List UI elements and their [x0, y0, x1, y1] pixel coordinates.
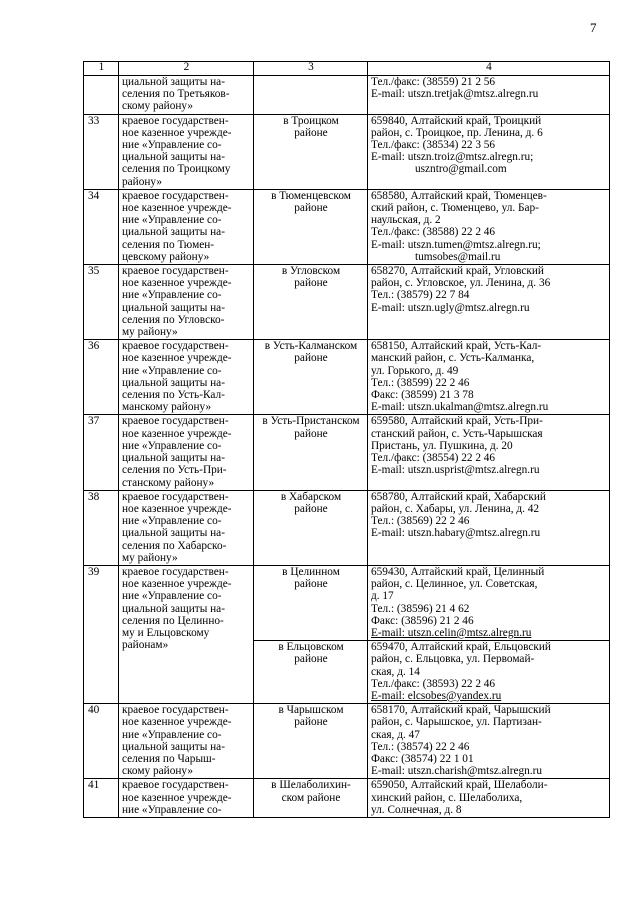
organization-name [119, 340, 254, 415]
contact-line: Тел.: (38569) 22 2 46 [371, 515, 470, 528]
contact-line: Тел./факс: (38534) 22 3 56 [371, 139, 496, 152]
header-col-3: 3 [254, 62, 368, 76]
contact-line: район, с. Троицкое, пр. Ленина, д. 6 [371, 126, 543, 139]
contact-line: Факс: (38574) 22 1 01 [371, 752, 474, 765]
text-line: в Тюменцевском [271, 189, 351, 202]
contact-line: Пристань, ул. Пушкина, д. 20 [371, 439, 513, 452]
contact-line: район, с. Угловское, ул. Ленина, д. 36 [371, 277, 551, 290]
contact-line: хинский район, с. Шелаболиха, [371, 791, 523, 804]
organization-name [119, 265, 254, 340]
contact-line: Тел./факс: (38588) 22 2 46 [371, 226, 496, 239]
social-protection-table [83, 61, 610, 818]
table-body [84, 76, 610, 818]
row-number: 41 [84, 779, 119, 818]
text-line: ное казенное учрежде- [122, 502, 232, 515]
contact-line: 659840, Алтайский край, Троицкий [371, 114, 542, 127]
contact-line: 659050, Алтайский край, Шелаболи- [371, 779, 548, 792]
contact-info [368, 641, 610, 704]
contact-line: Тел.: (38599) 22 2 46 [371, 376, 470, 389]
locality [254, 565, 368, 640]
text-line: ное казенное учрежде- [122, 427, 232, 440]
row-number: 34 [84, 189, 119, 264]
contact-line: E-mail: utszn.tretjak@mtsz.alregn.ru [371, 88, 539, 101]
text-line: районе [294, 716, 328, 729]
locality [254, 265, 368, 340]
text-line: ное казенное учрежде- [122, 202, 232, 215]
contact-info [368, 265, 610, 340]
contact-line: д. 17 [371, 590, 394, 603]
table-row [84, 415, 610, 490]
text-line: селения по Чарыш- [122, 752, 216, 765]
table-row [84, 189, 610, 264]
text-line: селения по Целинно- [122, 614, 224, 627]
organization-name [119, 189, 254, 264]
row-number: 40 [84, 704, 119, 779]
text-line: циальной защиты на- [122, 740, 225, 753]
locality [254, 415, 368, 490]
text-line: ние «Управление со- [122, 289, 222, 302]
organization-name [119, 490, 254, 565]
locality [254, 189, 368, 264]
locality [254, 114, 368, 189]
contact-line: Тел./факс: (38593) 22 2 46 [371, 677, 496, 690]
text-line: ное казенное учрежде- [122, 126, 232, 139]
text-line: циальной защиты на- [122, 376, 225, 389]
contact-line: район, с. Хабары, ул. Ленина, д. 42 [371, 502, 540, 515]
text-line: селения по Угловско- [122, 313, 225, 326]
contact-line: E-mail: utszn.usprist@mtsz.alregn.ru [371, 464, 540, 477]
text-line: району» [122, 175, 162, 188]
contact-line: манский район, с. Усть-Калманка, [371, 352, 535, 365]
text-line: ние «Управление со- [122, 515, 222, 528]
contact-info [368, 114, 610, 189]
text-line: селения по Усть-Кал- [122, 389, 225, 402]
text-line: в Усть-Калманском [264, 340, 358, 353]
row-number: 33 [84, 114, 119, 189]
contact-info [368, 704, 610, 779]
contact-line: E-mail: utszn.tumen@mtsz.alregn.ru; [371, 238, 541, 251]
locality [254, 704, 368, 779]
header-col-2: 2 [119, 62, 254, 76]
contact-line: район, с. Целинное, ул. Советская, [371, 578, 538, 591]
contact-info [368, 490, 610, 565]
table-header [84, 62, 610, 76]
header-col-1: 1 [84, 62, 119, 76]
contact-info [368, 76, 610, 115]
organization-name [119, 415, 254, 490]
text-line: районе [294, 277, 328, 290]
contact-line: Факс: (38596) 21 2 46 [371, 614, 474, 627]
text-line: в Ельцовском [278, 641, 344, 654]
text-line: циальной защиты на- [122, 301, 225, 314]
contact-line: наульская, д. 2 [371, 214, 441, 227]
locality [254, 340, 368, 415]
text-line: му району» [122, 551, 178, 564]
table-row [84, 490, 610, 565]
text-line: в Шелаболихин- [271, 779, 351, 792]
contact-info [368, 415, 610, 490]
text-line: краевое государствен- [122, 340, 229, 353]
text-line: краевое государствен- [122, 565, 229, 578]
text-line: ние «Управление со- [122, 439, 222, 452]
contact-line: станский район, с. Усть-Чарышская [371, 427, 543, 440]
contact-line: Тел./факс: (38554) 22 2 46 [371, 452, 496, 465]
contact-line: uszntro@gmail.com [415, 163, 507, 176]
organization-name [119, 779, 254, 818]
contact-line: ская, д. 14 [371, 665, 420, 678]
contact-line: ул. Солнечная, д. 8 [371, 803, 462, 816]
contact-line: ский район, с. Тюменцево, ул. Бар- [371, 202, 539, 215]
contact-info [368, 340, 610, 415]
contact-line: tumsobes@mail.ru [415, 250, 501, 263]
text-line: краевое государствен- [122, 490, 229, 503]
contact-line: Факс: (38599) 21 3 78 [371, 389, 474, 402]
row-number: 35 [84, 265, 119, 340]
table-row [84, 114, 610, 189]
table-row [84, 779, 610, 818]
contact-info [368, 189, 610, 264]
locality [254, 490, 368, 565]
text-line: ное казенное учрежде- [122, 791, 232, 804]
table-row-39a [84, 565, 610, 640]
text-line: ное казенное учрежде- [122, 578, 232, 591]
contact-line: ская, д. 47 [371, 728, 420, 741]
text-line: ние «Управление со- [122, 364, 222, 377]
text-line: цевскому району» [122, 250, 210, 263]
organization-name [119, 114, 254, 189]
table-row [84, 704, 610, 779]
contact-line: 658170, Алтайский край, Чарышский [371, 704, 551, 717]
text-line: ние «Управление со- [122, 139, 222, 152]
text-line: краевое государствен- [122, 265, 229, 278]
text-line: ние «Управление со- [122, 803, 222, 816]
text-line: скому району» [122, 100, 193, 113]
text-line: в Троицком [283, 114, 339, 127]
contact-line: E-mail: utszn.celin@mtsz.alregn.ru [371, 626, 532, 639]
text-line: районе [294, 427, 328, 440]
contact-line: E-mail: utszn.habary@mtsz.alregn.ru [371, 527, 541, 540]
row-number [84, 76, 119, 115]
contact-line: E-mail: elcsobes@yandex.ru [371, 689, 502, 702]
text-line: му району» [122, 326, 178, 339]
contact-line: E-mail: utszn.troiz@mtsz.alregn.ru; [371, 151, 534, 164]
page-number: 7 [590, 20, 597, 35]
organization-name [119, 704, 254, 779]
contact-line: ул. Горького, д. 49 [371, 364, 459, 377]
text-line: ние «Управление со- [122, 728, 222, 741]
contact-line: 659430, Алтайский край, Целинный [371, 565, 545, 578]
text-line: циальной защиты на- [122, 151, 225, 164]
text-line: краевое государствен- [122, 704, 229, 717]
row-number: 39 [84, 565, 119, 703]
text-line: манскому району» [122, 401, 212, 414]
text-line: станскому району» [122, 476, 215, 489]
header-row [84, 62, 610, 76]
text-line: ние «Управление со- [122, 590, 222, 603]
text-line: районе [294, 653, 328, 666]
contact-line: E-mail: utszn.ugly@mtsz.alregn.ru [371, 301, 530, 314]
contact-line: район, с. Чарышское, ул. Партизан- [371, 716, 542, 729]
table-row [84, 265, 610, 340]
locality [254, 779, 368, 818]
contact-line: E-mail: utszn.ukalman@mtsz.alregn.ru [371, 401, 549, 414]
row-number: 38 [84, 490, 119, 565]
locality [254, 641, 368, 704]
table-row [84, 76, 610, 115]
text-line: циальной защиты на- [122, 452, 225, 465]
text-line: скому району» [122, 765, 193, 778]
text-line: му и Ельцовскому [122, 626, 210, 639]
text-line: в Чарышском [278, 704, 344, 717]
organization-name [119, 565, 254, 703]
text-line: краевое государствен- [122, 189, 229, 202]
contact-line: 658270, Алтайский край, Угловский [371, 265, 544, 278]
text-line: селения по Усть-При- [122, 464, 227, 477]
text-line: районе [294, 126, 328, 139]
text-line: циальной защиты на- [122, 602, 225, 615]
contact-info [368, 779, 610, 818]
text-line: районе [294, 202, 328, 215]
text-line: в Усть-Пристанском [262, 415, 360, 428]
contact-line: Тел./факс: (38559) 21 2 56 [371, 76, 496, 88]
text-line: ние «Управление со- [122, 214, 222, 227]
text-line: ное казенное учрежде- [122, 716, 232, 729]
text-line: селения по Хабарско- [122, 539, 227, 552]
text-line: краевое государствен- [122, 779, 229, 792]
text-line: краевое государствен- [122, 114, 229, 127]
text-line: в Хабарском [280, 490, 342, 503]
contact-line: 659470, Алтайский край, Ельцовский [371, 641, 551, 654]
header-col-4: 4 [368, 62, 610, 76]
contact-line: Тел.: (38574) 22 2 46 [371, 740, 470, 753]
text-line: ное казенное учрежде- [122, 352, 232, 365]
text-line: краевое государствен- [122, 415, 229, 428]
contact-line: Тел.: (38596) 21 4 62 [371, 602, 470, 615]
row-number: 37 [84, 415, 119, 490]
contact-line: 659580, Алтайский край, Усть-При- [371, 415, 543, 428]
text-line: селения по Троицкому [122, 163, 231, 176]
locality [254, 76, 368, 115]
text-line: селения по Третьяков- [122, 88, 230, 101]
contact-line: 658580, Алтайский край, Тюменцев- [371, 189, 547, 202]
contact-line: район, с. Ельцовка, ул. Первомай- [371, 653, 535, 666]
text-line: районе [294, 578, 328, 591]
contact-info [368, 565, 610, 640]
text-line: в Угловском [281, 265, 341, 278]
text-line: районе [294, 352, 328, 365]
text-line: ском районе [281, 791, 341, 804]
text-line: циальной защиты на- [122, 76, 225, 88]
text-line: циальной защиты на- [122, 527, 225, 540]
contact-line: 658780, Алтайский край, Хабарский [371, 490, 546, 503]
text-line: в Целинном [282, 565, 340, 578]
table-row [84, 340, 610, 415]
text-line: районам» [122, 639, 169, 652]
text-line: ное казенное учрежде- [122, 277, 232, 290]
organization-name [119, 76, 254, 115]
row-number: 36 [84, 340, 119, 415]
contact-line: Тел.: (38579) 22 7 84 [371, 289, 470, 302]
contact-line: E-mail: utszn.charish@mtsz.alregn.ru [371, 765, 543, 778]
text-line: районе [294, 502, 328, 515]
text-line: селения по Тюмен- [122, 238, 215, 251]
text-line: циальной защиты на- [122, 226, 225, 239]
contact-line: 658150, Алтайский край, Усть-Кал- [371, 340, 542, 353]
